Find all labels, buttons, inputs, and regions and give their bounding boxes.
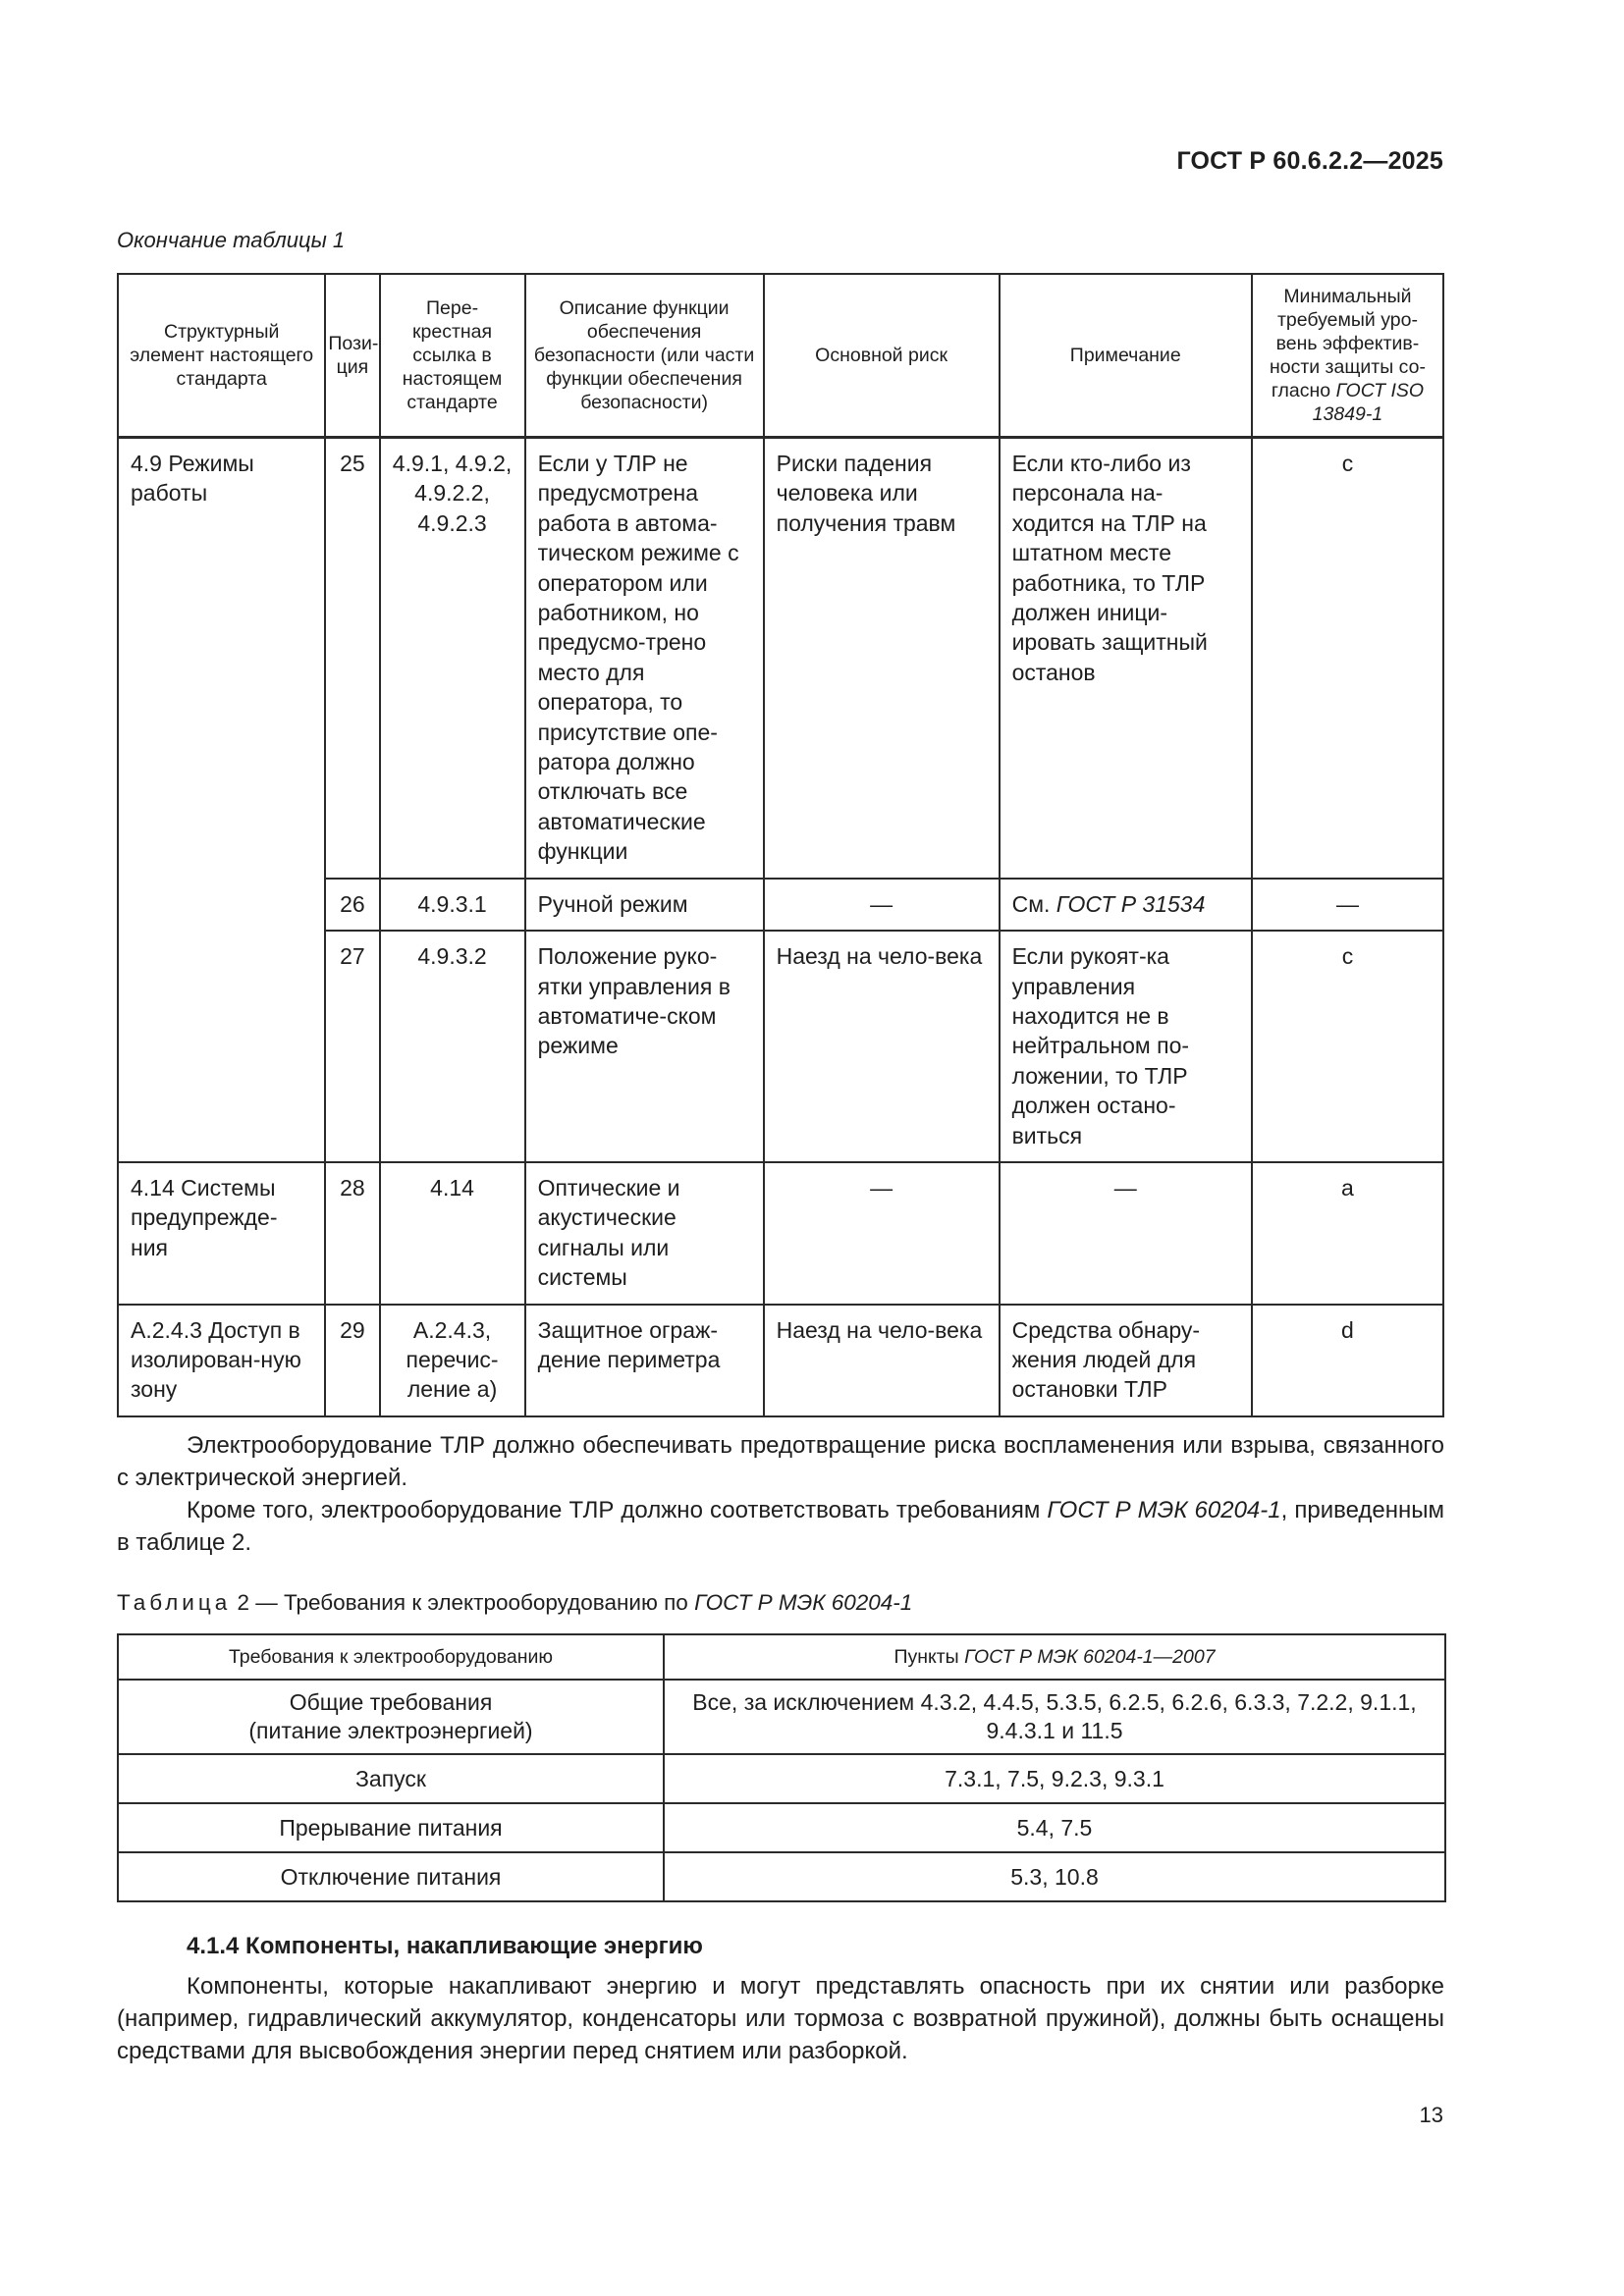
cell-risk: Наезд на чело-века: [764, 931, 1000, 1162]
cell-note-ref: ГОСТ Р 31534: [1056, 890, 1206, 917]
cell-crossref: А.2.4.3, перечис-ление а): [380, 1305, 525, 1416]
cell-note: Средства обнару-жения людей для остановки ТЛР: [1000, 1305, 1252, 1416]
cell-description: Ручной режим: [525, 879, 764, 931]
cell-element: 4.14 Системы предупрежде-ния: [118, 1162, 325, 1305]
cell-level: с: [1252, 931, 1443, 1162]
cell-requirement-line2: (питание электроэнергией): [248, 1718, 533, 1743]
cell-requirement: Отключение питания: [118, 1852, 664, 1901]
header-clauses-ref: ГОСТ Р МЭК 60204-1—2007: [964, 1645, 1216, 1668]
header-level-ref: ГОСТ ISO 13849-1: [1312, 380, 1425, 425]
header-structural-element: Структурный элемент настоящего стандарта: [118, 274, 325, 438]
cell-position: 26: [325, 879, 379, 931]
header-note: Примечание: [1000, 274, 1252, 438]
cell-description: Оптические и акустические сигналы или системы: [525, 1162, 764, 1305]
header-protection-level: [1252, 274, 1443, 438]
table1: [117, 273, 1444, 1417]
header-main-risk: Основной риск: [764, 274, 1000, 438]
document-code: ГОСТ Р 60.6.2.2—2025: [1176, 147, 1443, 175]
cell-level: —: [1252, 879, 1443, 931]
cell-note: [1000, 879, 1252, 931]
para2-ref: ГОСТ Р МЭК 60204-1: [1047, 1497, 1281, 1523]
cell-requirement: [118, 1680, 664, 1754]
cell-position: 28: [325, 1162, 379, 1305]
cell-element: 4.9 Режимы работы: [118, 438, 325, 1162]
table2-caption-label: Таблица: [117, 1590, 232, 1615]
cell-description: Положение руко-ятки управления в автоматиче-ском режиме: [525, 931, 764, 1162]
cell-clauses: Все, за исключением 4.3.2, 4.4.5, 5.3.5, 6.2.5, 6.2.6, 6.3.3, 7.2.2, 9.1.1, 9.4.3.1 и 11.5: [664, 1680, 1445, 1754]
cell-note: Если кто-либо из персонала на-ходится на ТЛР на штатном месте работника, то ТЛР должен иници-ировать защитный останов: [1000, 438, 1252, 879]
cell-note-prefix: См.: [1011, 890, 1051, 917]
cell-crossref: 4.14: [380, 1162, 525, 1305]
paragraph-electrical-risk: Электрооборудование ТЛР должно обеспечивать предотвращение риска воспламенения или взрыва, связанного с электрической энергией.: [117, 1432, 1444, 1491]
table1-header-row: [118, 274, 1443, 438]
table2-caption-text: 2 — Требования к электрооборудованию по: [237, 1590, 688, 1615]
table1-caption: Окончание таблицы 1: [117, 228, 346, 252]
cell-level: a: [1252, 1162, 1443, 1305]
section-title: 4.1.4 Компоненты, накапливающие энергию: [187, 1933, 703, 1959]
cell-position: 27: [325, 931, 379, 1162]
cell-crossref: 4.9.1, 4.9.2, 4.9.2.2, 4.9.2.3: [380, 438, 525, 879]
table-row: [118, 1680, 1445, 1754]
cell-description: Если у ТЛР не предусмотрена работа в автома-тическом режиме с оператором или работником, но предусмо-трено место для оператора, то присутствие опе-ратора должно отключать все автоматические функции: [525, 438, 764, 879]
cell-note: Если рукоят-ка управления находится не в нейтральном по-ложении, то ТЛР должен остано-виться: [1000, 931, 1252, 1162]
para2-prefix: Кроме того, электрооборудование ТЛР должно соответствовать требованиям: [187, 1497, 1041, 1523]
cell-clauses: 7.3.1, 7.5, 9.2.3, 9.3.1: [664, 1754, 1445, 1803]
cell-position: 29: [325, 1305, 379, 1416]
cell-requirement: Запуск: [118, 1754, 664, 1803]
cell-risk: Риски падения человека или получения травм: [764, 438, 1000, 879]
cell-level: d: [1252, 1305, 1443, 1416]
table-row: [118, 1162, 1443, 1305]
paragraph-electrical-requirements: [117, 1494, 1444, 1559]
header-level-text: Минимальный требуемый уро-вень эффектив-ности защиты со-гласно: [1269, 286, 1426, 401]
table2-caption-ref: ГОСТ Р МЭК 60204-1: [694, 1590, 913, 1615]
table2-header-row: [118, 1634, 1445, 1680]
table-row: [118, 1754, 1445, 1803]
table2: [117, 1633, 1446, 1902]
cell-clauses: 5.3, 10.8: [664, 1852, 1445, 1901]
cell-requirement-line1: Общие требования: [289, 1689, 493, 1715]
cell-crossref: 4.9.3.1: [380, 879, 525, 931]
header-position: Пози-ция: [325, 274, 379, 438]
cell-element: А.2.4.3 Доступ в изолирован-ную зону: [118, 1305, 325, 1416]
table-row: [118, 438, 1443, 879]
cell-note: —: [1000, 1162, 1252, 1305]
cell-risk: Наезд на чело-века: [764, 1305, 1000, 1416]
cell-description: Защитное ограж-дение периметра: [525, 1305, 764, 1416]
cell-position: 25: [325, 438, 379, 879]
table-row: [118, 1852, 1445, 1901]
header-crossref: Пере-крестная ссылка в настоящем стандарте: [380, 274, 525, 438]
header-clauses: [664, 1634, 1445, 1680]
header-description: Описание функции обеспечения безопасности (или части функции обеспечения безопасности): [525, 274, 764, 438]
cell-requirement: Прерывание питания: [118, 1803, 664, 1852]
cell-crossref: 4.9.3.2: [380, 931, 525, 1162]
table-row: [118, 1305, 1443, 1416]
table2-caption: [117, 1590, 912, 1616]
cell-level: с: [1252, 438, 1443, 879]
table-row: [118, 1803, 1445, 1852]
header-clauses-prefix: Пункты: [893, 1645, 959, 1668]
cell-clauses: 5.4, 7.5: [664, 1803, 1445, 1852]
cell-risk: —: [764, 1162, 1000, 1305]
cell-risk: —: [764, 879, 1000, 931]
page-number: 13: [1419, 2103, 1443, 2127]
para2-suffix: , приведенным в таблице 2.: [117, 1497, 1445, 1556]
header-requirements: Требования к электрооборудованию: [118, 1634, 664, 1680]
section-paragraph: Компоненты, которые накапливают энергию и могут представлять опасность при их снятии или разборке (например, гидравлический аккумулятор, конденсаторы или тормоза с возвратной пружиной), должны быть оснащены средствами для высвобождения энергии перед снятием или разборкой.: [117, 1973, 1444, 2064]
